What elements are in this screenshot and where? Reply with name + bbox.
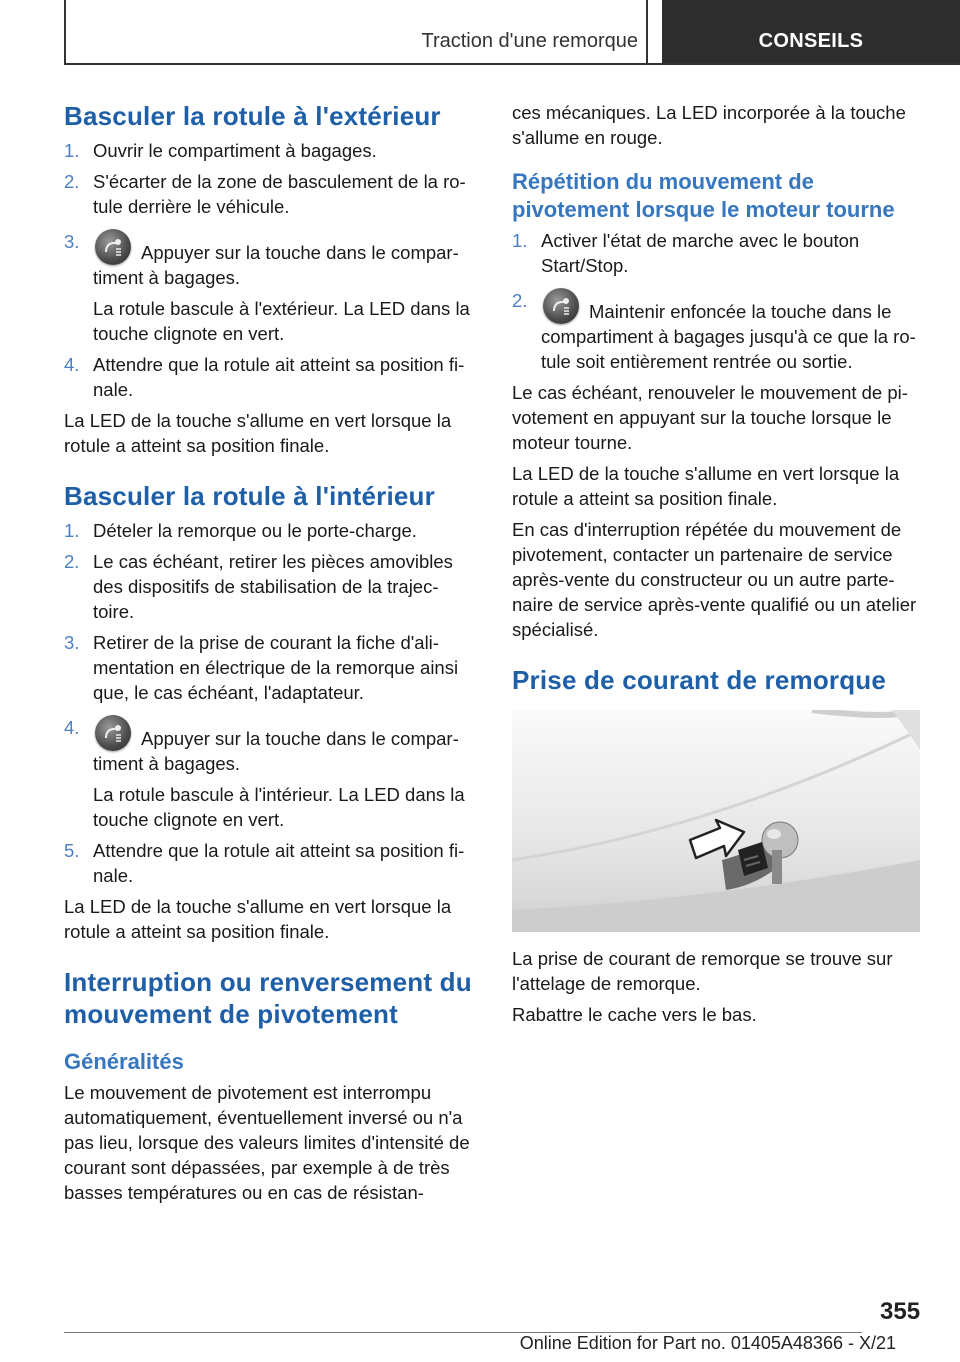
list-item [512,228,926,278]
steps-swing-out [64,138,478,402]
step-result: La rotule bascule à l'extérieur. La LED dans la touche clignote en vert. [93,298,470,344]
page-number: 355 [880,1298,921,1325]
heading-swing-out: Basculer la rotule à l'extérieur [64,101,441,131]
socket-paragraph: Rabattre le cache vers le bas. [512,1004,757,1025]
tow-hitch-button-icon [95,229,131,265]
step-number: 3. [64,632,80,653]
note-swing-in: La LED de la touche s'allume en vert lorsque la rotule a atteint sa position finale. [64,896,452,942]
list-item [64,549,478,624]
step-number: 1. [512,230,528,251]
trailer-socket-illustration [512,710,920,932]
list-item [64,715,478,832]
header-section-title: Traction d'une remorque [421,30,638,52]
steps-repeat [512,228,926,374]
step-number: 4. [64,354,80,375]
step-number: 1. [64,520,80,541]
list-item [64,169,478,219]
list-item [64,352,478,402]
step-number: 3. [64,231,80,252]
right-column [512,100,926,1033]
step-number: 2. [64,171,80,192]
step-text: Le cas échéant, retirer les pièces amovibles des dispositifs de stabilisation de la trajec‐toire. [93,551,453,622]
step-text: Retirer de la prise de courant la fiche d'ali‐mentation en électrique de la remorque ainsi que, le cas échéant, l'adaptateur. [93,632,459,703]
step-number: 1. [64,140,80,161]
list-item [64,518,478,543]
step-text: Appuyer sur la touche dans le compar‐timent à bagages. [93,242,459,288]
continued-text: ces mécaniques. La LED incorporée à la touche s'allume en rouge. [512,102,906,148]
socket-paragraph: La prise de courant de remorque se trouve sur l'attelage de remorque. [512,948,893,994]
step-result: La rotule bascule à l'intérieur. La LED dans la touche clignote en vert. [93,784,465,830]
note-swing-out: La LED de la touche s'allume en vert lorsque la rotule a atteint sa position finale. [64,410,452,456]
left-column [64,100,478,1211]
step-text: Maintenir enfoncée la touche dans le compartiment à bagages jusqu'à ce que la ro‐tule soit entièrement rentrée ou sortie. [541,301,916,372]
heading-trailer-socket: Prise de courant de remorque [512,665,887,695]
repeat-paragraph: La LED de la touche s'allume en vert lorsque la rotule a atteint sa position finale. [512,463,900,509]
step-number: 2. [64,551,80,572]
tow-hitch-button-icon [95,715,131,751]
tow-hitch-button-icon [543,288,579,324]
steps-swing-in [64,518,478,888]
list-item [64,838,478,888]
repeat-paragraph: En cas d'interruption répétée du mouvement de pivotement, contacter un partenaire de service après-vente du constructeur ou un autre parte‐naire de service après-vente qualifié ou un atelier spécialisé. [512,519,917,640]
step-text: Attendre que la rotule ait atteint sa position fi‐nale. [93,840,465,886]
heading-interruption: Interruption ou renversement du mouvement de pivotement [64,967,472,1029]
step-text: Ouvrir le compartiment à bagages. [93,140,377,161]
repeat-paragraph: Le cas échéant, renouveler le mouvement de pi‐votement en appuyant sur la touche lorsque le moteur tourne. [512,382,908,453]
step-number: 2. [512,290,528,311]
list-item [64,229,478,346]
step-text: Dételer la remorque ou le porte-charge. [93,520,417,541]
step-text: Attendre que la rotule ait atteint sa position fi‐nale. [93,354,465,400]
step-text: Activer l'état de marche avec le bouton Start/Stop. [541,230,860,276]
list-item [512,288,926,374]
step-text: Appuyer sur la touche dans le compar‐timent à bagages. [93,728,459,774]
step-number: 5. [64,840,80,861]
general-text: Le mouvement de pivotement est interrompu automatiquement, éventuellement inversé ou n'a pas lieu, lorsque des valeurs limites d'intensité de courant sont dépassées, par exemple à de très basses températures ou en cas de résistan‐ [64,1082,470,1203]
footer-edition: Online Edition for Part no. 01405A48366 - X/21 [519,1333,896,1353]
header-chapter-tab: CONSEILS [662,0,960,65]
heading-swing-in: Basculer la rotule à l'intérieur [64,481,435,511]
step-text: S'écarter de la zone de basculement de la ro‐tule derrière le véhicule. [93,171,466,217]
step-number: 4. [64,717,80,738]
header-rule [64,63,960,65]
heading-repeat: Répétition du mouvement de pivotement lorsque le moteur tourne [512,169,895,222]
list-item [64,138,478,163]
heading-general: Généralités [64,1049,184,1074]
list-item [64,630,478,705]
